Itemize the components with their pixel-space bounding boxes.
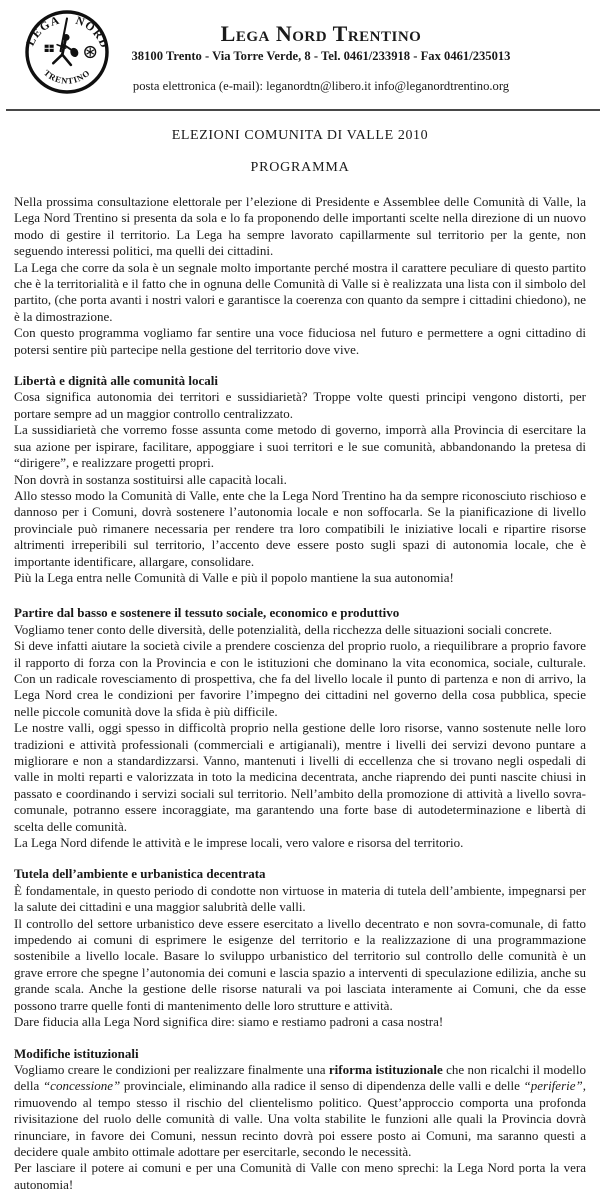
letterhead <box>14 6 586 98</box>
section-liberta-dignita <box>14 373 586 586</box>
paragraph: Il controllo del settore urbanistico deve essere esercitato a livello decentrato e non sovra-comunale, di fatto impedendo ai comuni di esprimere le esigenze del territorio e la realizzazione di una programmazione sostenibile a livello locale. Basare lo sviluppo urbanistico del territorio sul controllo delle comunità è un grave errore che spegne l’autonomia dei comuni e lascia spazio a interventi di speculazione edilizia, anche su grande scala. Anche la gestione delle risorse naturali va poi lasciata interamente ai Comuni, che da esse possono trarre quelle fonti di mantenimento delle loro strutture e attività. <box>14 915 586 1013</box>
header-divider <box>6 109 600 111</box>
logo-text-nord: NORD <box>73 13 110 51</box>
org-name: Lega Nord Trentino <box>220 21 422 46</box>
lega-nord-logo <box>24 8 110 96</box>
logo-text-trentino: TRENTINO <box>41 67 93 86</box>
paragraph: È fondamentale, in questo periodo di condotte non virtuose in materia di tutela dell’ambiente, impegnarsi per la salute dei cittadini e una maggior salubrità delle valli. <box>14 882 586 915</box>
italic-text-run: “periferie” <box>523 1078 583 1094</box>
svg-text:TRENTINO <box>42 68 92 86</box>
paragraph: Vogliamo tener conto delle diversità, delle potenzialità, della ricchezza delle situazioni sociali concrete. <box>14 621 552 637</box>
crest-icon <box>45 45 54 52</box>
email-line: posta elettronica (e-mail): leganordtn@libero.it info@leganordtrentino.org <box>132 79 510 94</box>
intro-paragraph: Nella prossima consultazione elettorale per l’elezione di Presidente e Assemblee delle Comunità di Valle, la Lega Nord Trentino si presenta da sola e lo fa proponendo delle importanti scelte nella direzione di un nuovo modo di gestire il territorio. La Lega ha sempre lavorato capillarmente sul territorio per la gente, non seguendo interessi politici, ma quelli dei cittadini. <box>14 194 586 259</box>
document-body <box>14 128 586 1193</box>
section-heading: Modifiche istituzionali <box>14 1045 139 1061</box>
text-run: provinciale, eliminando alla radice il senso di dipendenza delle valli e delle <box>120 1078 524 1094</box>
logo-text-lega: LEGA <box>24 13 62 48</box>
section-heading: Libertà e dignità alle comunità locali <box>14 373 219 389</box>
paragraph-rich <box>14 1062 586 1160</box>
text-run: che non ricalchi il modello della <box>14 1061 587 1094</box>
section-partire-dal-basso <box>14 605 586 851</box>
intro-paragraph: La Lega che corre da sola è un segnale molto importante perché mostra il carattere peculiare di questo partito che è la territorialità e il fatto che in ognuna delle Comunità di Valle si è realizzata una lista con il simbolo del partito, (che porta avanti i nostri valori e garantisce la coerenza con quanto da sempre i cittadini chiedono), ne è la dimostrazione. <box>14 259 586 324</box>
italic-text-run: “concessione” <box>42 1078 121 1094</box>
paragraph: Le nostre valli, oggi spesso in difficoltà proprio nella gestione delle loro risorse, vanno sostenute nelle loro tradizioni e attività professionali (commerciali e artigianali), mentre i livelli dei servizi devono puntare a migliorare e non a standardizzarsi. Vanno, mantenuti i livelli di eccellenza che si trovano negli ospedali di valle in molti reparti e valorizzata in toto la medicina decentrata, anche riaprendo dei punti nascite chiusi in passato e coordinando i servizi sociali sul territorio. Nell’ambito della promozione di attività a livello sovra-comunale, potranno essere incoraggiate, ma garantendo una forte base di autodeterminazione e libertà di scelta delle comunità. <box>14 720 586 834</box>
document-subtitle: PROGRAMMA <box>250 160 350 175</box>
intro-paragraph: Con questo programma vogliamo far sentire una voce fiduciosa nel futuro e permettere a ogni cittadino di potersi sentire più partecipe nella gestione del territorio dove vive. <box>14 325 586 357</box>
document-title: ELEZIONI COMUNITA DI VALLE 2010 <box>171 128 429 143</box>
text-run: Vogliamo creare le condizioni per realizzare finalmente una <box>14 1061 329 1077</box>
paragraph: La Lega Nord difende le attività e le imprese locali, vero valore e risorsa del territorio. <box>14 835 464 851</box>
paragraph: Più la Lega entra nelle Comunità di Valle e più il popolo mantiene la sua autonomia! <box>14 569 454 585</box>
lega-nord-stamp-icon <box>24 8 110 96</box>
closing-paragraph: Per lasciare il potere ai comuni e per una Comunità di Valle con meno sprechi: la Lega Nord porta la vera autonomia! <box>14 1160 586 1192</box>
paragraph: La sussidiarietà che vorremo fosse assunta come metodo di governo, imporrà alla Provincia di esercitare la sua azione per ispirare, facilitare, appoggiare i suoi territori e le sue comunità, abbandonando la pretesa di “dirigere”, e realizzare progetti propri. <box>14 422 586 471</box>
paragraph: Si deve infatti aiutare la società civile a prendere coscienza del proprio ruolo, a riequilibrare a proprio favore il rapporto di forza con la Provincia e con le istituzioni che dominano la vita economica, sociale, culturale. Con un radicale rovesciamento di prospettiva, che fa del livello locale il punto di partenza e non di arrivo, la Lega Nord crea le condizioni per favorire l’impegno dei cittadini nel governo della cosa pubblica, specie nelle piccole comunità dove la sfida è più difficile. <box>14 638 586 719</box>
address-line: 38100 Trento - Via Torre Verde, 8 - Tel. 0461/233918 - Fax 0461/235013 <box>131 49 511 64</box>
paragraph: Allo stesso modo la Comunità di Valle, ente che la Lega Nord Trentino ha da sempre riconosciuto rischioso e dannoso per i Comuni, dovrà sostenere l’autonomia locale e non soffocarla. Se la pianificazione di livello provinciale può rimanere necessaria per rendere tra loro compatibili le iniziative locali e ripartire risorse altrimenti irreperibili sul territorio, l’accento deve essere posto sugli spazi di autonomia locale, che è importante identificare, allargare, consolidare. <box>14 487 586 569</box>
sun-icon <box>85 47 96 58</box>
section-modifiche-istituzionali <box>14 1046 586 1194</box>
bold-text-run: riforma istituzionale <box>328 1061 443 1077</box>
document-text <box>14 194 586 1193</box>
section-tutela-ambiente <box>14 866 586 1030</box>
paragraph: Cosa significa autonomia dei territori e sussidiarietà? Troppe volte questi principi vengono distorti, per portare sempre ad un maggior controllo centralizzato. <box>14 389 586 421</box>
text-run: , rimuovendo al tempo stesso il rischio del clientelismo politico. Quest’approccio comporta una profonda rivisitazione del ruolo delle comunità di valle. Una volta stabilite le funzioni alle quali la Provincia dovrà rinunciare, in favore dei Comuni, nessun recinto dovrà poi essere posto ai Comuni, ma saranno questi a decidere quale ambito ottimale adottare per esercitarle, secondo le necessità. <box>14 1078 586 1159</box>
section-heading: Partire dal basso e sostenere il tessuto sociale, economico e produttivo <box>14 605 400 621</box>
paragraph: Non dovrà in sostanza sostituirsi alle capacità locali. <box>14 471 287 487</box>
intro-block <box>14 194 586 358</box>
paragraph: Dare fiducia alla Lega Nord significa dire: siamo e restiamo padroni a casa nostra! <box>14 1014 444 1030</box>
section-heading: Tutela dell’ambiente e urbanistica decentrata <box>14 866 266 882</box>
